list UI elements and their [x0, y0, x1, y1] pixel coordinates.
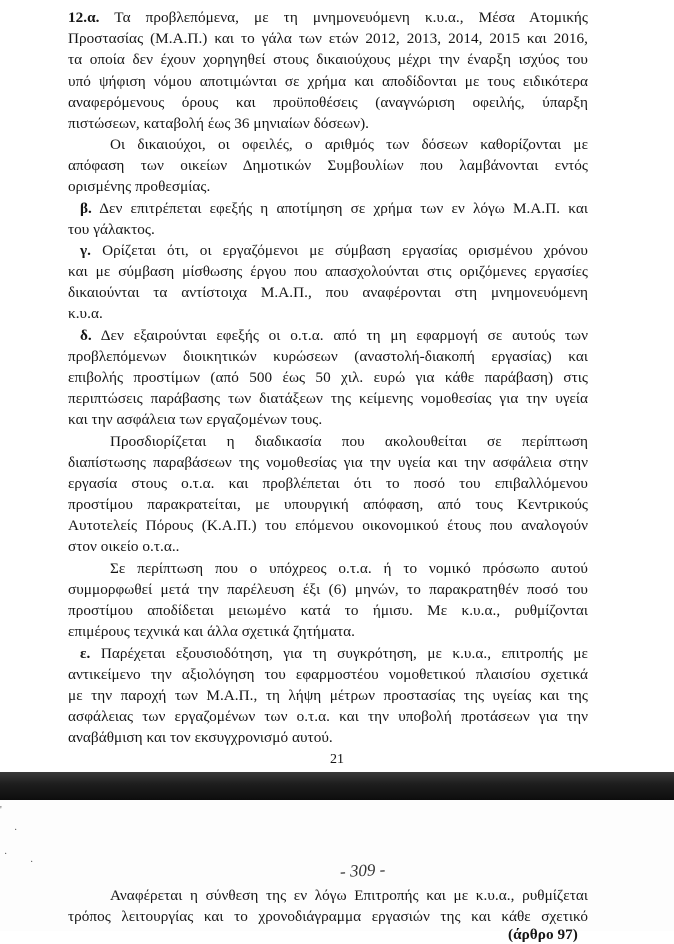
para-d-line-4: περιπτώσεις παράβασης των διατάξεων της κείμενης νομοθεσίας για την υγεία: [68, 390, 588, 407]
para-compliance-line-3: προστίμου αποδίδεται μειωμένο κατά το ήμισυ. Με κ.υ.α., ρυθμίζονται: [68, 602, 588, 619]
para-12a-line-5: αναφερόμενους όρους και προϋποθέσεις (αναγνώριση οφειλής, ύπαρξη: [68, 94, 588, 111]
bottom-para-line-2: τρόπος λειτουργίας και το χρονοδιάγραμμα εργασιών της και κάθε σχετικό: [68, 908, 588, 925]
para-beneficiaries-line-2: απόφαση των οικείων Δημοτικών Συμβουλίων που λαμβάνονται εντός: [68, 157, 588, 174]
para-procedure-line-5: Αυτοτελείς Πόρους (Κ.Α.Π.) του επόμενου οικονομικού έτους που αναλογούν: [68, 517, 588, 534]
para-b-line-2: του γάλακτος.: [68, 221, 155, 238]
para-12a-line-2: Προστασίας (Μ.Α.Π.) και το γάλα των ετών 2012, 2013, 2014, 2015 και 2016,: [68, 30, 588, 47]
para-compliance-line-4: επιμέρους τεχνικά και άλλα σχετικά ζητήματα.: [68, 623, 356, 640]
bottom-para-line-1: Αναφέρεται η σύνθεση της εν λόγω Επιτροπής και με κ.υ.α., ρυθμίζεται: [110, 887, 588, 904]
handwritten-page-number: - 309 -: [339, 859, 386, 882]
para-procedure-line-4: προστίμου παρακρατείται, με υπουργική απόφαση, από τους Κεντρικούς: [68, 496, 588, 513]
para-12a-line-6: πιστώσεων, καταβολή έως 36 μηνιαίων δόσεων).: [68, 115, 370, 132]
page-separator: [0, 772, 674, 800]
item-label-b: β.: [80, 200, 92, 217]
para-e-line-5: αναβάθμιση και τον εκσυγχρονισμό αυτού.: [68, 729, 333, 746]
para-d-line-3: επιβολής προστίμων (από 500 έως 50 χιλ. ευρώ για κάθε παράβαση) στις: [68, 369, 588, 386]
para-12a-line-1: 12.α. Τα προβλεπόμενα, με τη μνημονευόμενη κ.υ.α., Μέσα Ατομικής: [68, 9, 588, 26]
para-c-line-1: γ. Ορίζεται ότι, οι εργαζόμενοι με σύμβαση εργασίας ορισμένου χρόνου: [80, 242, 588, 259]
margin-mark-1: ': [0, 805, 2, 816]
item-label-12a: 12.α.: [68, 9, 100, 26]
para-compliance-line-1: Σε περίπτωση που ο υπόχρεος ο.τ.α. ή το νομικό πρόσωπο αυτού: [110, 560, 588, 577]
margin-mark-4: ·: [30, 857, 34, 868]
para-c-line-3: δικαιούνται τα αντίστοιχα Μ.Α.Π., που αναφέρονται στη μνημονευόμενη: [68, 284, 588, 301]
para-beneficiaries-line-1: Οι δικαιούχοι, οι οφειλές, ο αριθμός των δόσεων καθορίζονται με: [110, 136, 588, 153]
para-e-line-1: ε. Παρέχεται εξουσιοδότηση, για τη συγκρότηση, με κ.υ.α., επιτροπής με: [80, 645, 588, 662]
margin-mark-2: ·: [14, 825, 18, 836]
para-e-line-4: ασφάλειας των εργαζομένων των ο.τ.α. και την υποβολή προτάσεων για την: [68, 708, 588, 725]
para-c-line-4: κ.υ.α.: [68, 305, 103, 322]
item-label-e: ε.: [80, 645, 91, 662]
para-beneficiaries-line-3: ορισμένης προθεσμίας.: [68, 178, 211, 195]
para-d-line-2: προβλεπόμενων διοικητικών κυρώσεων (αναστολή-διακοπή εργασίας) και: [68, 348, 588, 365]
para-d-line-5: και την ασφάλεια των εργαζομένων τους.: [68, 411, 323, 428]
para-c-line-2: και με σύμβαση μίσθωσης έργου που απασχολούνται στις οριζόμενες εργασίες: [68, 263, 588, 280]
page-number: 21: [330, 752, 344, 767]
para-procedure-line-3: εργασία στους ο.τ.α. και προβλέπεται ότι το ποσό του επιβαλλόμενου: [68, 475, 588, 492]
item-label-d: δ.: [80, 327, 92, 344]
para-procedure-line-2: διαπίστωσης παραβάσεων της νομοθεσίας για την υγεία και την ασφάλεια στην: [68, 454, 588, 471]
para-procedure-line-6: στον οικείο ο.τ.α..: [68, 538, 180, 555]
para-compliance-line-2: συμμορφωθεί μετά την παρέλευση έξι (6) μηνών, το παρακρατηθέν ποσό του: [68, 581, 588, 598]
margin-mark-3: ·: [4, 849, 8, 860]
para-b-line-1: β. Δεν επιτρέπεται εφεξής η αποτίμηση σε χρήμα των εν λόγω Μ.Α.Π. και: [80, 200, 588, 217]
item-label-c: γ.: [80, 242, 92, 259]
para-procedure-line-1: Προσδιορίζεται η διαδικασία που ακολουθείται σε περίπτωση: [110, 433, 588, 450]
para-12a-line-3: τα οποία δεν έχουν χορηγηθεί στους δικαιούχους μέχρι την έναρξη ισχύος του: [68, 51, 588, 68]
para-e-line-3: με την παροχή των Μ.Α.Π., τη λήψη μέτρων προστασίας της υγείας και της: [68, 687, 588, 704]
para-d-line-1: δ. Δεν εξαιρούνται εφεξής οι ο.τ.α. από τη μη εφαρμογή σε αυτούς των: [80, 327, 588, 344]
bottom-article-ref: (άρθρο 97): [508, 926, 578, 943]
para-e-line-2: αντικείμενο την αξιολόγηση του εφαρμοστέου νομοθετικού πλαισίου σχετικά: [68, 666, 588, 683]
para-12a-line-4: υπό ψήφιση νόμου αποτιμώνται σε χρήμα και αποδίδονται με τους ειδικότερα: [68, 73, 588, 90]
